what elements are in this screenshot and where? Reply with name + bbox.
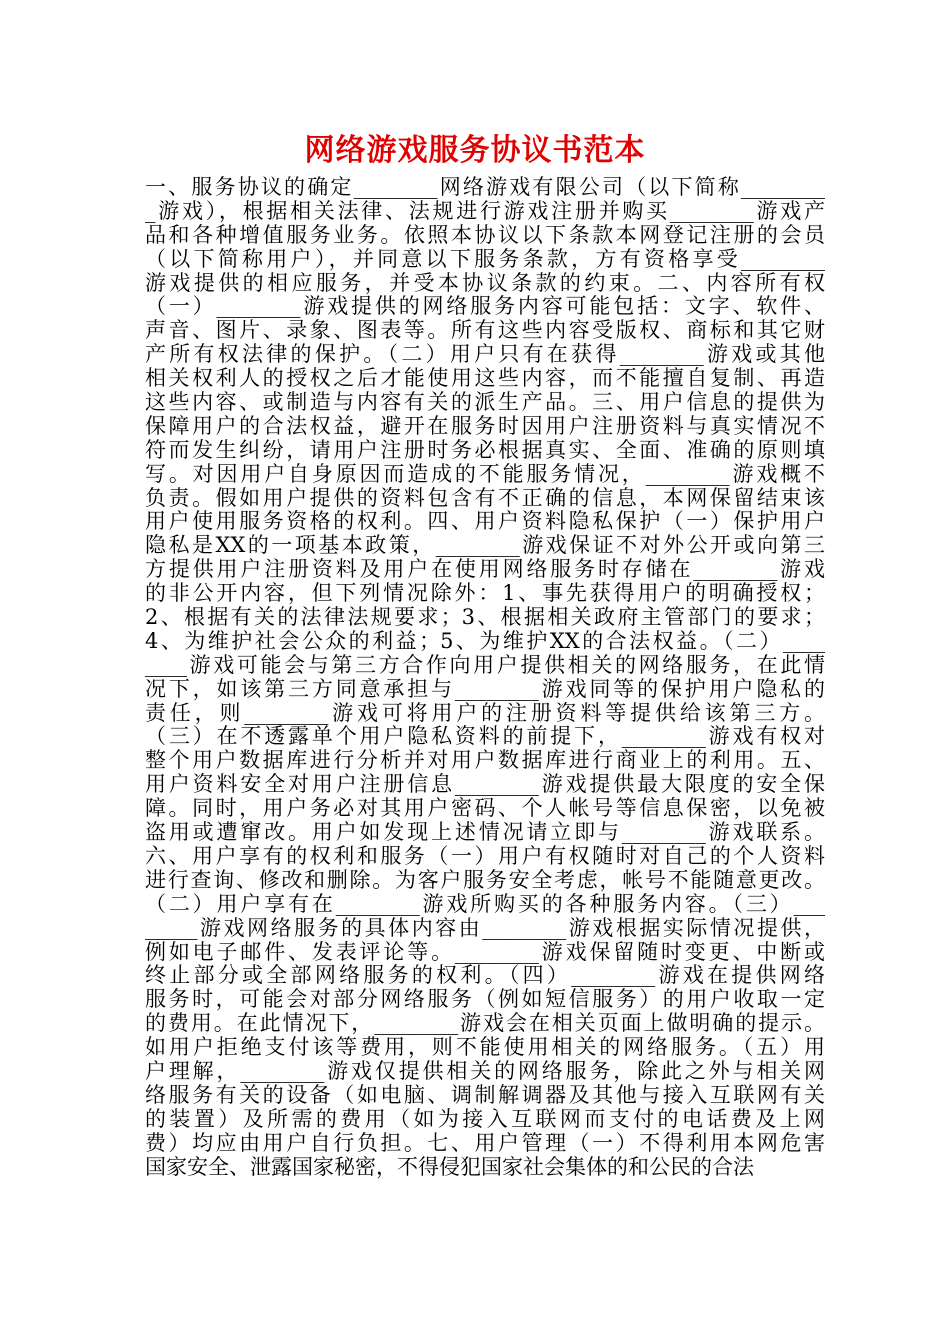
document-text-line: 障。同时，用户务必对其用户密码、个人帐号等信息保密，以免被 [145,796,825,821]
document-text-line: 的费用。在此情况下，________游戏会在相关页面上做明确的提示。 [145,1011,825,1036]
document-text-line: 产所有权法律的保护。（二）用户只有在获得________游戏或其他 [145,342,825,367]
document-text-line: 盗用或遭窜改。用户如发现上述情况请立即与________游戏联系。 [145,820,825,845]
document-text-line: 相关权利人的授权之后才能使用这些内容，而不能擅自复制、再造 [145,366,825,391]
document-body [145,176,825,1179]
document-text-line: 六、用户享有的权利和服务（一）用户有权随时对自己的个人资料 [145,843,825,868]
document-text-line: 保障用户的合法权益，避开在服务时因用户注册资料与真实情况不 [145,413,825,438]
document-text-line: （以下简称用户），并同意以下服务条款，方有资格享受________ [145,246,825,271]
document-text-line: 国家安全、泄露国家秘密，不得侵犯国家社会集体的和公民的合法 [145,1154,754,1179]
document-text-line: 况下，如该第三方同意承担与________游戏同等的保护用户隐私的 [145,676,825,701]
document-text-line: 用户资料安全对用户注册信息________游戏提供最大限度的安全保 [145,772,825,797]
document-text-line: 终止部分或全部网络服务的权利。（四）________游戏在提供网络 [145,963,825,988]
document-text-line: 4、为维护社会公众的利益；5、为维护XX的合法权益。（二）____ [145,628,825,653]
document-text-line: 写。对因用户自身原因而造成的不能服务情况，________游戏概不 [145,461,825,486]
document-text-line: （二）用户享有在________游戏所购买的各种服务内容。（三）___ [145,891,825,916]
document-text-line: 隐私是XX的一项基本政策，________游戏保证不对外公开或向第三 [145,533,825,558]
document-text-line: 进行查询、修改和删除。为客户服务安全考虑，帐号不能随意更改。 [145,867,825,892]
document-text-line: 负责。假如用户提供的资料包含有不正确的信息，本网保留结束该 [145,485,825,510]
document-text-line: 例如电子邮件、发表评论等。________游戏保留随时变更、中断或 [145,939,825,964]
document-text-line: 2、根据有关的法律法规要求；3、根据相关政府主管部门的要求； [145,605,825,630]
document-text-line: （一）________游戏提供的网络服务内容可能包括：文字、软件、 [145,294,825,319]
document-text-line: 费）均应由用户自行负担。七、用户管理（一）不得利用本网危害 [145,1130,825,1155]
document-text-line: 的非公开内容，但下列情况除外：1、事先获得用户的明确授权； [145,581,825,606]
document-text-line: ____游戏可能会与第三方合作向用户提供相关的网络服务，在此情 [145,652,825,677]
document-text-line: _____游戏网络服务的具体内容由________游戏根据实际情况提供， [145,915,825,940]
document-text-line: 用户使用服务资格的权利。四、用户资料隐私保护（一）保护用户 [145,509,825,534]
document-text-line: 服务时，可能会对部分网络服务（例如短信服务）的用户收取一定 [145,987,825,1012]
document-text-line: 符而发生纠纷，请用户注册时务必根据真实、全面、准确的原则填 [145,437,825,462]
document-title: 网络游戏服务协议书范本 [304,133,646,168]
document-text-line: 户理解，________游戏仅提供相关的网络服务，除此之外与相关网 [145,1058,825,1083]
document-text-line: （三）在不透露单个用户隐私资料的前提下，________游戏有权对 [145,724,825,749]
document-text-line: 声音、图片、录象、图表等。所有这些内容受版权、商标和其它财 [145,318,825,343]
document-text-line: 这些内容、或制造与内容有关的派生产品。三、用户信息的提供为 [145,390,825,415]
document-text-line: 整个用户数据库进行分析并对用户数据库进行商业上的利用。五、 [145,748,825,773]
document-text-line: _游戏），根据相关法律、法规进行游戏注册并购买________游戏产 [145,198,825,223]
document-text-line: 方提供用户注册资料及用户在使用网络服务时存储在________游戏 [145,557,825,582]
document-text-line: 一、服务协议的确定________网络游戏有限公司（以下简称________ [145,175,825,199]
document-text-line: 游戏提供的相应服务，并受本协议条款的约束。二、内容所有权 [145,270,825,295]
document-text-line: 责任，则________游戏可将用户的注册资料等提供给该第三方。 [145,700,825,725]
document-text-line: 络服务有关的设备（如电脑、调制解调器及其他与接入互联网有关 [145,1082,825,1107]
document-text-line: 的装置）及所需的费用（如为接入互联网而支付的电话费及上网 [145,1106,825,1131]
document-text-line: 品和各种增值服务业务。依照本协议以下条款本网登记注册的会员 [145,222,825,247]
document-text-line: 如用户拒绝支付该等费用，则不能使用相关的网络服务。（五）用 [145,1035,825,1060]
